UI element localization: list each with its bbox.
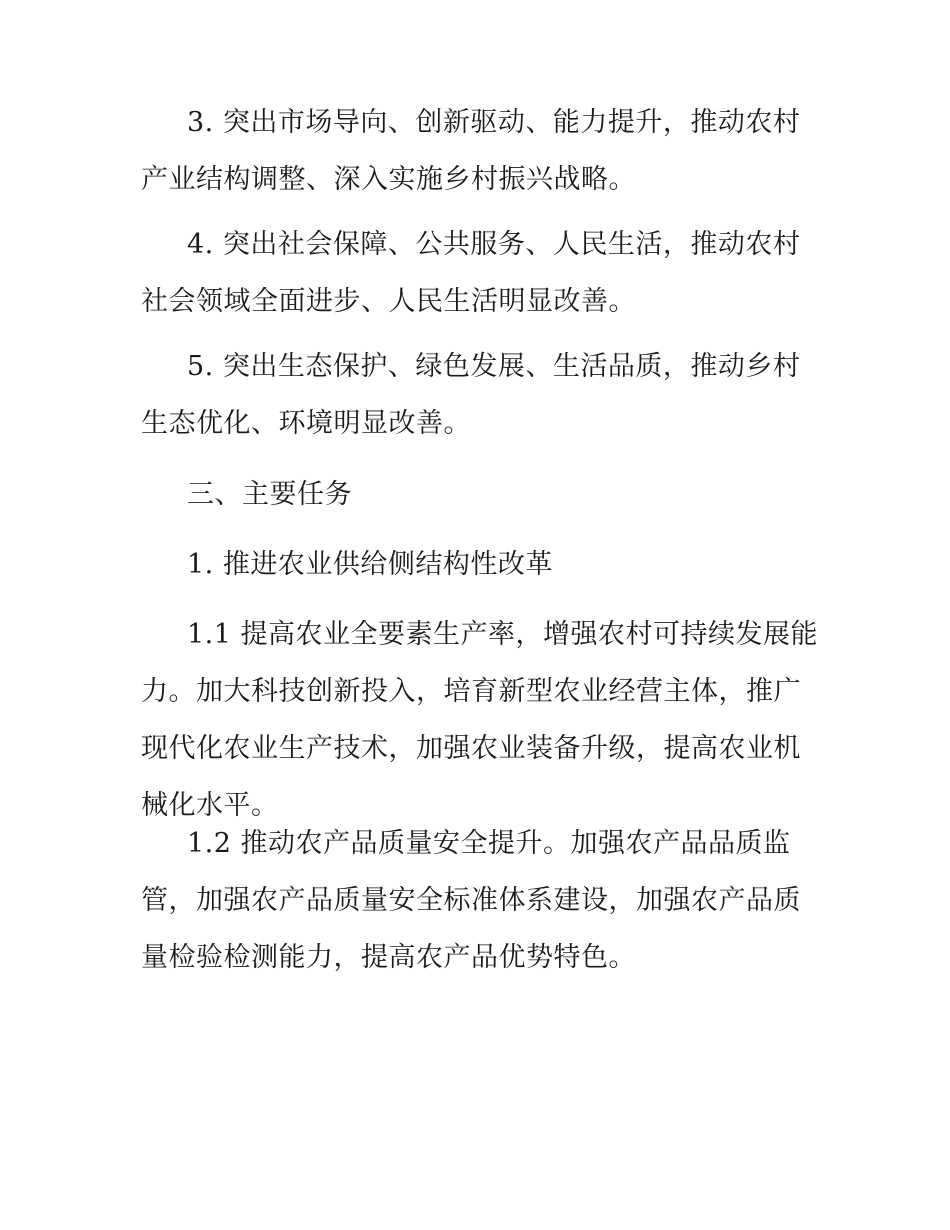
paragraph-1-1: 1.1 提高农业全要素生产率，增强农村可持续发展能力。加大科技创新投入，培育新型农业经营主体，推广现代化农业生产技术，加强农业装备升级，提高农业机械化水平。	[141, 619, 819, 821]
paragraph-1-2: 1.2 推动农产品质量安全提升。加强农产品品质监管，加强农产品质量安全标准体系建设，加强农产品质量检验检测能力，提高农产品优势特色。	[141, 828, 801, 973]
paragraph-goal-4: 4. 突出社会保障、公共服务、人民生活，推动农村社会领域全面进步、人民生活明显改善。	[141, 229, 801, 317]
subsection-heading-1: 1. 推进农业供给侧结构性改革	[187, 549, 553, 580]
section-heading-main-tasks: 三、主要任务	[187, 479, 352, 510]
paragraph-goal-5: 5. 突出生态保护、绿色发展、生活品质，推动乡村生态优化、环境明显改善。	[141, 351, 801, 439]
paragraph-goal-3: 3. 突出市场导向、创新驱动、能力提升，推动农村产业结构调整、深入实施乡村振兴战略。	[141, 107, 801, 195]
